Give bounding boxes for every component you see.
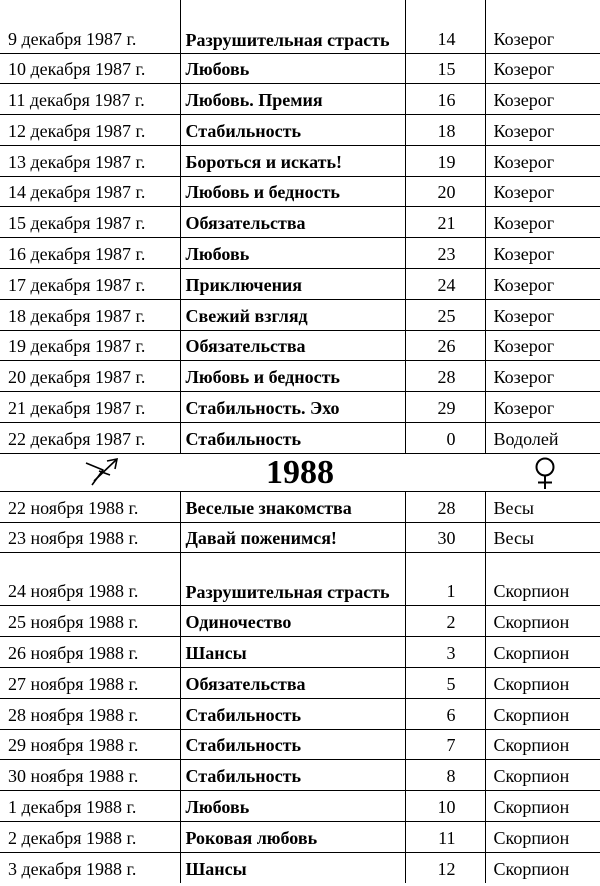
date-cell: 12 декабря 1987 г.	[0, 115, 180, 146]
table-row	[0, 522, 600, 553]
title-cell: Любовь и бедность	[180, 361, 405, 392]
table-row	[0, 822, 600, 853]
title-cell: Обязательства	[180, 207, 405, 238]
table-row	[0, 269, 600, 300]
title-cell: Бороться и искать!	[180, 145, 405, 176]
title-cell: Любовь	[180, 791, 405, 822]
table-row	[0, 729, 600, 760]
date-cell: 22 декабря 1987 г.	[0, 423, 180, 454]
table-1988	[0, 491, 600, 883]
zodiac-sign-cell: Водолей	[485, 423, 600, 454]
table-row	[0, 760, 600, 791]
title-cell: Стабильность	[180, 760, 405, 791]
number-cell: 20	[405, 176, 485, 207]
date-cell: 9 декабря 1987 г.	[0, 0, 180, 53]
number-cell: 7	[405, 729, 485, 760]
year-header	[0, 454, 600, 491]
table-row	[0, 423, 600, 454]
zodiac-sign-cell: Козерог	[485, 269, 600, 300]
table-row	[0, 852, 600, 883]
number-cell: 2	[405, 606, 485, 637]
title-cell: Веселые знакомства	[180, 491, 405, 522]
zodiac-sign-cell: Скорпион	[485, 760, 600, 791]
number-cell: 15	[405, 53, 485, 84]
table-row	[0, 668, 600, 699]
table-row	[0, 53, 600, 84]
zodiac-sign-cell: Скорпион	[485, 729, 600, 760]
date-cell: 26 ноября 1988 г.	[0, 637, 180, 668]
zodiac-sign-cell: Скорпион	[485, 637, 600, 668]
date-cell: 1 декабря 1988 г.	[0, 791, 180, 822]
number-cell: 25	[405, 299, 485, 330]
date-cell: 27 ноября 1988 г.	[0, 668, 180, 699]
number-cell: 14	[405, 0, 485, 53]
number-cell: 21	[405, 207, 485, 238]
zodiac-sign-cell: Скорпион	[485, 822, 600, 853]
title-cell: Стабильность. Эхо	[180, 392, 405, 423]
table-row	[0, 176, 600, 207]
table-row	[0, 698, 600, 729]
zodiac-sign-cell: Скорпион	[485, 553, 600, 606]
date-cell: 16 декабря 1987 г.	[0, 238, 180, 269]
date-cell: 21 декабря 1987 г.	[0, 392, 180, 423]
table-row	[0, 791, 600, 822]
zodiac-sign-cell: Скорпион	[485, 852, 600, 883]
number-cell: 10	[405, 791, 485, 822]
zodiac-sign-cell: Козерог	[485, 0, 600, 53]
table-row	[0, 637, 600, 668]
date-cell: 24 ноября 1988 г.	[0, 553, 180, 606]
title-cell: Свежий взгляд	[180, 299, 405, 330]
number-cell: 24	[405, 269, 485, 300]
year-label: 1988	[266, 453, 334, 491]
table-row	[0, 207, 600, 238]
zodiac-sign-cell: Козерог	[485, 145, 600, 176]
number-cell: 12	[405, 852, 485, 883]
venus-symbol-icon	[532, 456, 558, 490]
zodiac-sign-cell: Козерог	[485, 299, 600, 330]
number-cell: 5	[405, 668, 485, 699]
table-row	[0, 115, 600, 146]
date-cell: 3 декабря 1988 г.	[0, 852, 180, 883]
title-cell: Любовь	[180, 238, 405, 269]
table-row	[0, 299, 600, 330]
zodiac-sign-cell: Козерог	[485, 53, 600, 84]
date-cell: 30 ноября 1988 г.	[0, 760, 180, 791]
table-1988-body	[0, 491, 600, 883]
table-row	[0, 361, 600, 392]
title-cell: Шансы	[180, 852, 405, 883]
number-cell: 16	[405, 84, 485, 115]
title-cell: Разрушительная страсть	[180, 0, 405, 53]
title-cell: Разрушительная страсть	[180, 553, 405, 606]
table-row	[0, 392, 600, 423]
number-cell: 0	[405, 423, 485, 454]
date-cell: 20 декабря 1987 г.	[0, 361, 180, 392]
date-cell: 19 декабря 1987 г.	[0, 330, 180, 361]
number-cell: 23	[405, 238, 485, 269]
title-cell: Обязательства	[180, 668, 405, 699]
date-cell: 11 декабря 1987 г.	[0, 84, 180, 115]
date-cell: 15 декабря 1987 г.	[0, 207, 180, 238]
number-cell: 8	[405, 760, 485, 791]
table-row	[0, 491, 600, 522]
number-cell: 18	[405, 115, 485, 146]
title-cell: Любовь	[180, 53, 405, 84]
date-cell: 2 декабря 1988 г.	[0, 822, 180, 853]
date-cell: 10 декабря 1987 г.	[0, 53, 180, 84]
table-row	[0, 238, 600, 269]
zodiac-sign-cell: Козерог	[485, 361, 600, 392]
date-cell: 18 декабря 1987 г.	[0, 299, 180, 330]
number-cell: 19	[405, 145, 485, 176]
date-cell: 14 декабря 1987 г.	[0, 176, 180, 207]
title-cell: Давай поженимся!	[180, 522, 405, 553]
number-cell: 1	[405, 553, 485, 606]
date-cell: 23 ноября 1988 г.	[0, 522, 180, 553]
title-cell: Обязательства	[180, 330, 405, 361]
table-row	[0, 0, 600, 53]
date-cell: 17 декабря 1987 г.	[0, 269, 180, 300]
title-cell: Стабильность	[180, 115, 405, 146]
date-cell: 13 декабря 1987 г.	[0, 145, 180, 176]
table-row	[0, 606, 600, 637]
zodiac-sign-cell: Скорпион	[485, 791, 600, 822]
zodiac-sign-cell: Козерог	[485, 238, 600, 269]
zodiac-sign-cell: Козерог	[485, 84, 600, 115]
number-cell: 6	[405, 698, 485, 729]
table-row	[0, 145, 600, 176]
zodiac-sign-cell: Весы	[485, 491, 600, 522]
zodiac-sign-cell: Козерог	[485, 392, 600, 423]
number-cell: 28	[405, 361, 485, 392]
zodiac-sign-cell: Скорпион	[485, 668, 600, 699]
table-row	[0, 330, 600, 361]
zodiac-sign-cell: Скорпион	[485, 606, 600, 637]
date-cell: 28 ноября 1988 г.	[0, 698, 180, 729]
number-cell: 11	[405, 822, 485, 853]
title-cell: Шансы	[180, 637, 405, 668]
title-cell: Роковая любовь	[180, 822, 405, 853]
title-cell: Стабильность	[180, 423, 405, 454]
date-cell: 25 ноября 1988 г.	[0, 606, 180, 637]
title-cell: Стабильность	[180, 698, 405, 729]
zodiac-sign-cell: Козерог	[485, 207, 600, 238]
table-row	[0, 84, 600, 115]
zodiac-sign-cell: Козерог	[485, 115, 600, 146]
zodiac-sign-cell: Козерог	[485, 176, 600, 207]
title-cell: Любовь и бедность	[180, 176, 405, 207]
number-cell: 26	[405, 330, 485, 361]
title-cell: Стабильность	[180, 729, 405, 760]
title-cell: Одиночество	[180, 606, 405, 637]
zodiac-sign-cell: Скорпион	[485, 698, 600, 729]
zodiac-sign-cell: Козерог	[485, 330, 600, 361]
number-cell: 30	[405, 522, 485, 553]
table-row	[0, 553, 600, 606]
date-cell: 29 ноября 1988 г.	[0, 729, 180, 760]
zodiac-sign-cell: Весы	[485, 522, 600, 553]
number-cell: 29	[405, 392, 485, 423]
number-cell: 28	[405, 491, 485, 522]
title-cell: Приключения	[180, 269, 405, 300]
date-cell: 22 ноября 1988 г.	[0, 491, 180, 522]
number-cell: 3	[405, 637, 485, 668]
title-cell: Любовь. Премия	[180, 84, 405, 115]
